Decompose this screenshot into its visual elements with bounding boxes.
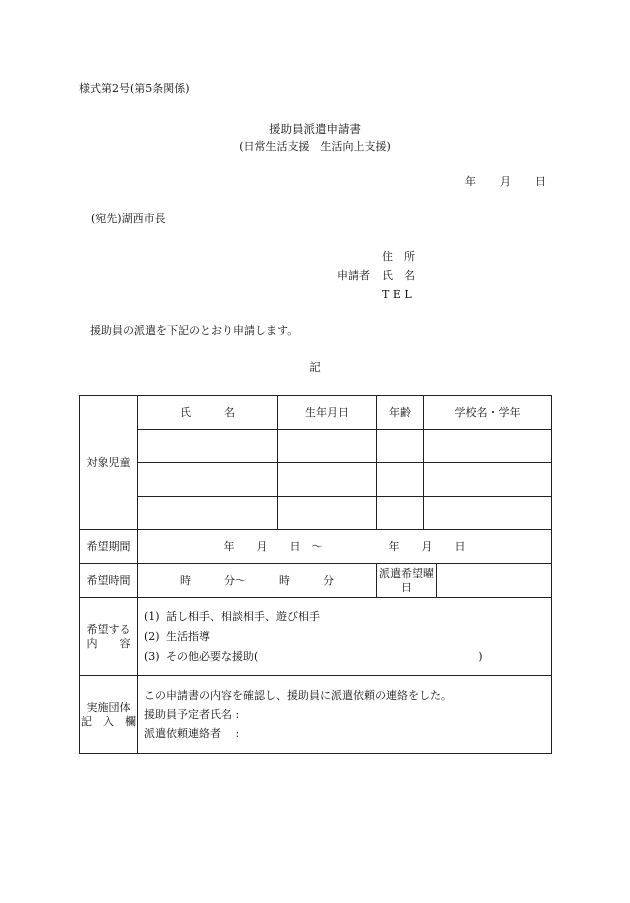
content-option-text: その他必要な援助( ) — [166, 649, 483, 663]
content-option-text: 話し相手、相談相手、遊び相手 — [166, 609, 320, 623]
target-children-label: 対象児童 — [80, 396, 138, 530]
child-birthdate-cell[interactable] — [278, 430, 377, 463]
addressee: (宛先)湖西市長 — [91, 212, 166, 225]
child-birthdate-cell[interactable] — [278, 497, 377, 530]
application-table — [79, 395, 552, 754]
desired-content-label-line2: 内 容 — [86, 636, 131, 650]
form-number: 様式第2号(第5条関係) — [79, 82, 190, 95]
desired-content-label — [80, 598, 138, 676]
desired-content-list — [138, 598, 552, 676]
implementing-org-label-line1: 実施団体 — [86, 701, 131, 715]
desired-time-label: 希望時間 — [80, 564, 138, 598]
child-birthdate-cell[interactable] — [278, 463, 377, 497]
child-age-cell[interactable] — [377, 497, 424, 530]
document-title: 援助員派遣申請書 — [269, 122, 361, 136]
implementing-confirmation-text: この申請書の内容を確認し、援助員に派遣依頼の連絡をした。 — [144, 689, 452, 702]
child-row — [80, 497, 552, 530]
desired-weekday-value[interactable] — [437, 564, 552, 598]
column-header-birthdate: 生年月日 — [278, 396, 377, 430]
desired-content-label-line1: 希望する — [86, 623, 131, 637]
child-name-cell[interactable] — [138, 430, 278, 463]
assistant-name-field[interactable]: 援助員予定者氏名 : — [144, 708, 240, 721]
column-header-age: 年齢 — [377, 396, 424, 430]
child-school-cell[interactable] — [424, 463, 552, 497]
column-header-name: 氏 名 — [138, 396, 278, 430]
applicant-address-label: 住 所 — [382, 250, 415, 263]
desired-period-value[interactable]: 年 月 日 〜 年 月 日 — [138, 530, 552, 564]
implementing-org-entry — [138, 676, 552, 754]
document-subtitle: (日常生活支援 生活向上支援) — [239, 140, 391, 153]
column-header-school-grade: 学校名・学年 — [424, 396, 552, 430]
content-option[interactable] — [138, 607, 551, 627]
request-text: 援助員の派遣を下記のとおり申請します。 — [90, 324, 299, 337]
ki-heading: 記 — [309, 360, 321, 374]
date-month-label: 月 — [500, 175, 511, 188]
content-option[interactable] — [138, 647, 551, 667]
content-option-number: (3) — [144, 649, 160, 663]
child-row — [80, 430, 552, 463]
content-option-number: (2) — [144, 629, 160, 643]
desired-time-value[interactable]: 時 分〜 時 分 — [138, 564, 377, 598]
dispatch-contact-field[interactable]: 派遣依頼連絡者 : — [144, 727, 240, 740]
date-year-label: 年 — [465, 175, 476, 188]
child-school-cell[interactable] — [424, 430, 552, 463]
applicant-label: 申請者 — [337, 269, 370, 282]
content-option-number: (1) — [144, 609, 160, 623]
child-age-cell[interactable] — [377, 463, 424, 497]
content-option-text: 生活指導 — [166, 629, 210, 643]
child-name-cell[interactable] — [138, 463, 278, 497]
date-day-label: 日 — [535, 175, 546, 188]
content-option[interactable] — [138, 627, 551, 647]
applicant-tel-label: T E L — [382, 288, 412, 301]
child-name-cell[interactable] — [138, 497, 278, 530]
child-school-cell[interactable] — [424, 497, 552, 530]
implementing-org-label-line2: 記 入 欄 — [81, 714, 136, 728]
desired-weekday-label: 派遣希望曜日 — [377, 564, 437, 598]
child-age-cell[interactable] — [377, 430, 424, 463]
implementing-org-label — [80, 676, 138, 754]
desired-period-label: 希望期間 — [80, 530, 138, 564]
child-row — [80, 463, 552, 497]
applicant-name-label: 氏 名 — [382, 269, 415, 282]
